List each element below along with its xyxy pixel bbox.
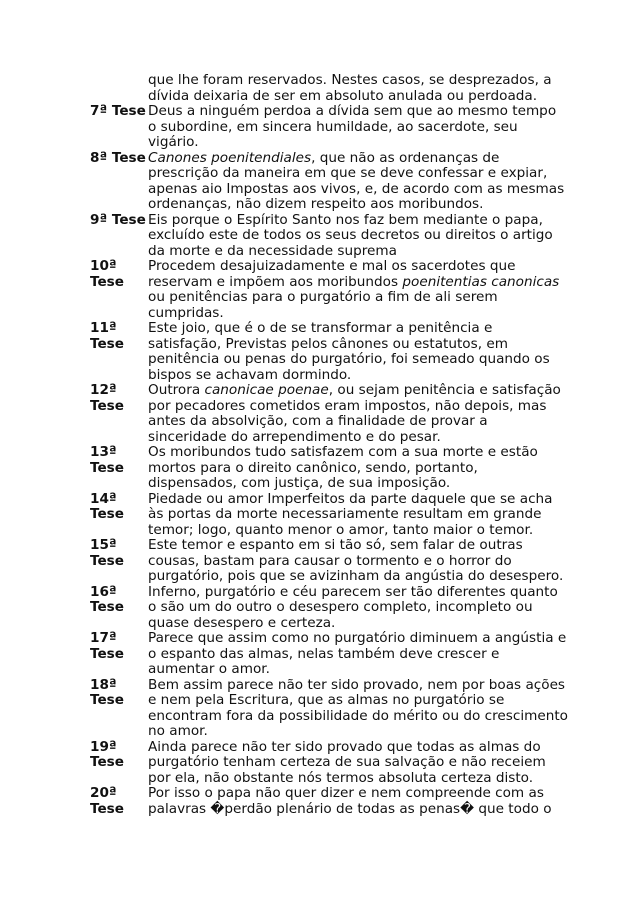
text-segment: Deus a ninguém perdoa a dívida sem que ao mesmo tempo — [148, 103, 557, 119]
text-segment: Procedem desajuizadamente e mal os sacerdotes que — [148, 258, 516, 274]
thesis-label: 12ª Tese — [90, 382, 124, 414]
theses-list — [90, 72, 568, 817]
text-segment: penitência ou penas do purgatório, foi semeado quando os — [148, 351, 550, 367]
text-line — [148, 755, 560, 771]
text-segment: excluído este de todos os seus decretos ou direitos o artigo — [148, 227, 553, 243]
text-line — [148, 430, 561, 446]
text-line — [148, 662, 566, 678]
text-line — [148, 275, 560, 291]
text-line — [148, 368, 560, 384]
thesis-label: 17ª Tese — [90, 630, 124, 662]
thesis-label: 19ª Tese — [90, 738, 124, 770]
thesis-entry — [90, 676, 568, 740]
text-segment: Inferno, purgatório e céu parecem ser tão diferentes quanto — [148, 583, 558, 600]
text-line — [148, 802, 560, 818]
thesis-text — [148, 538, 563, 585]
text-segment: Por isso o papa não quer dizer e nem compreende com as — [148, 785, 544, 801]
text-line — [148, 585, 560, 601]
text-line — [148, 569, 563, 585]
text-line — [148, 476, 560, 492]
thesis-text — [148, 321, 560, 383]
thesis-text — [148, 151, 564, 213]
text-segment: apenas aio Impostas aos vivos, e, de acordo com as mesmas — [148, 180, 565, 197]
text-line — [148, 786, 560, 802]
thesis-text — [148, 213, 560, 260]
text-segment: cousas, bastam para causar o tormento e o horror do — [148, 552, 512, 569]
text-line — [148, 647, 566, 663]
thesis-text — [148, 585, 560, 632]
text-segment: quase desespero e certeza. — [148, 614, 336, 631]
text-line — [148, 182, 564, 198]
thesis-label: 9ª Tese — [90, 211, 146, 228]
text-line — [148, 414, 561, 430]
thesis-label: 16ª Tese — [90, 583, 124, 615]
text-segment: Outrora — [148, 382, 205, 398]
text-segment: , que não as ordenanças de — [311, 149, 500, 166]
text-segment: no amor. — [148, 723, 208, 739]
text-segment: vigário. — [148, 134, 199, 150]
thesis-label: 20ª Tese — [90, 785, 124, 817]
text-segment: purgatório tenham certeza de sua salvação e não receiem — [148, 754, 546, 770]
thesis-label: 15ª Tese — [90, 537, 124, 569]
thesis-label: 7ª Tese — [90, 103, 146, 119]
text-line — [148, 321, 560, 337]
text-segment: prescrição da maneira em que se deve confessar e expiar, — [148, 165, 548, 181]
text-line — [148, 399, 561, 415]
thesis-text — [148, 631, 566, 678]
thesis-text — [148, 73, 560, 104]
text-segment: encontram fora da possibilidade do mérito ou do crescimento — [148, 707, 568, 724]
text-segment: Bem assim parece não ter sido provado, nem por boas ações — [148, 676, 566, 693]
thesis-entry — [90, 492, 560, 539]
text-segment: Piedade ou amor Imperfeitos da parte daquele que se acha — [148, 490, 553, 507]
document-page — [90, 72, 568, 817]
text-segment: palavras �perdão plenário de todas as penas� que todo o — [148, 800, 552, 817]
text-line — [148, 771, 560, 787]
text-line — [148, 678, 568, 694]
thesis-entry — [90, 259, 560, 321]
text-segment: Este temor e espanto em si tão só, sem falar de outras — [148, 537, 523, 553]
text-segment: bispos se achavam dormindo. — [148, 366, 352, 383]
text-line — [148, 631, 566, 647]
text-segment: antes da absolvição, com a finalidade de provar a — [148, 413, 488, 429]
text-line — [148, 538, 563, 554]
text-segment: mortos para o direito canônico, sendo, portanto, — [148, 459, 478, 476]
thesis-label: 18ª Tese — [90, 676, 124, 708]
text-segment: ou penitências para o purgatório a fim de ali serem — [148, 289, 498, 305]
text-line — [148, 120, 560, 136]
text-line — [148, 383, 561, 399]
thesis-text — [148, 786, 560, 817]
text-line — [148, 709, 568, 725]
text-segment: o espanto das almas, nelas também deve crescer e — [148, 645, 500, 662]
text-line — [148, 740, 560, 756]
text-segment: purgatório, pois que se avizinham da angústia do desespero. — [148, 568, 564, 584]
thesis-label: 10ª Tese — [90, 258, 124, 290]
thesis-entry — [90, 786, 560, 817]
text-line — [148, 244, 560, 260]
text-line — [148, 166, 564, 182]
text-line — [148, 259, 560, 275]
text-line — [148, 616, 560, 632]
text-segment: o são um do outro o desespero completo, incompleto ou — [148, 599, 533, 615]
thesis-label: 11ª Tese — [90, 320, 124, 352]
text-line — [148, 73, 560, 89]
thesis-label: 8ª Tese — [90, 149, 146, 166]
text-segment: da morte e da necessidade suprema — [148, 242, 397, 259]
thesis-entry — [90, 213, 560, 260]
text-segment: aumentar o amor. — [148, 661, 270, 677]
thesis-text — [148, 678, 568, 740]
text-line — [148, 135, 560, 151]
text-line — [148, 213, 560, 229]
text-line — [148, 554, 563, 570]
text-line — [148, 507, 560, 523]
text-segment: e nem pela Escritura, que as almas no purgatório se — [148, 692, 505, 708]
text-line — [148, 523, 560, 539]
italic-phrase: Canones poenitendiales — [148, 149, 312, 166]
text-segment: Ainda parece não ter sido provado que todas as almas do — [148, 738, 541, 755]
thesis-entry — [90, 445, 560, 492]
text-segment: Eis porque o Espírito Santo nos faz bem mediante o papa, — [148, 211, 543, 228]
text-segment: ordenanças, não dizem respeito aos moribundos. — [148, 196, 484, 212]
text-line — [148, 104, 560, 120]
text-line — [148, 337, 560, 353]
text-segment: cumpridas. — [148, 304, 224, 321]
thesis-text — [148, 740, 560, 787]
text-segment: por ela, não obstante nós termos absoluta certeza disto. — [148, 769, 534, 786]
text-line — [148, 197, 564, 213]
thesis-text — [148, 259, 560, 321]
italic-phrase: poenitentias canonicas — [402, 273, 560, 290]
text-segment: dívida deixaria de ser em absoluto anulada ou perdoada. — [148, 87, 538, 104]
text-segment: por pecadores cometidos eram impostos, não depois, mas — [148, 397, 547, 414]
thesis-entry — [90, 149, 565, 213]
text-segment: o subordine, em sincera humildade, ao sacerdote, seu — [148, 118, 518, 135]
text-line — [148, 445, 560, 461]
text-segment: dispensados, com justiça, de sua imposição. — [148, 475, 451, 491]
text-line — [148, 228, 560, 244]
text-segment: , ou sejam penitência e satisfação — [328, 382, 561, 398]
thesis-entry — [90, 537, 564, 585]
thesis-entry — [90, 585, 560, 632]
text-segment: reservam e impõem aos moribundos — [148, 273, 403, 290]
text-line — [148, 600, 560, 616]
text-segment: que lhe foram reservados. Nestes casos, se desprezados, a — [148, 72, 552, 88]
thesis-label: 13ª Tese — [90, 444, 124, 476]
thesis-text — [148, 383, 561, 445]
text-segment: sinceridade do arrependimento e do pesar. — [148, 428, 441, 445]
text-segment: temor; logo, quanto menor o amor, tanto maior o temor. — [148, 521, 534, 538]
thesis-entry — [90, 630, 567, 678]
text-line — [148, 352, 560, 368]
text-line — [148, 461, 560, 477]
thesis-text — [148, 492, 560, 539]
thesis-text — [148, 445, 560, 492]
thesis-entry — [90, 321, 560, 383]
text-line — [148, 306, 560, 322]
text-segment: Os moribundos tudo satisfazem com a sua morte e estão — [148, 444, 538, 460]
text-segment: satisfação, Previstas pelos cânones ou estatutos, em — [148, 335, 508, 352]
italic-phrase: canonicae poenae — [204, 382, 329, 398]
text-segment: às portas da morte necessariamente resultam em grande — [148, 506, 542, 522]
text-line — [148, 492, 560, 508]
thesis-entry — [90, 73, 560, 104]
thesis-text — [148, 104, 560, 151]
text-line — [148, 724, 568, 740]
text-segment: Parece que assim como no purgatório diminuem a angústia e — [148, 630, 567, 646]
thesis-label: 14ª Tese — [90, 490, 124, 522]
thesis-entry — [90, 740, 560, 787]
thesis-entry — [90, 104, 560, 151]
text-line — [148, 151, 564, 167]
text-line — [148, 290, 560, 306]
text-line — [148, 693, 568, 709]
thesis-entry — [90, 383, 560, 445]
text-segment: Este joio, que é o de se transformar a penitência e — [148, 320, 493, 336]
text-line — [148, 89, 560, 105]
